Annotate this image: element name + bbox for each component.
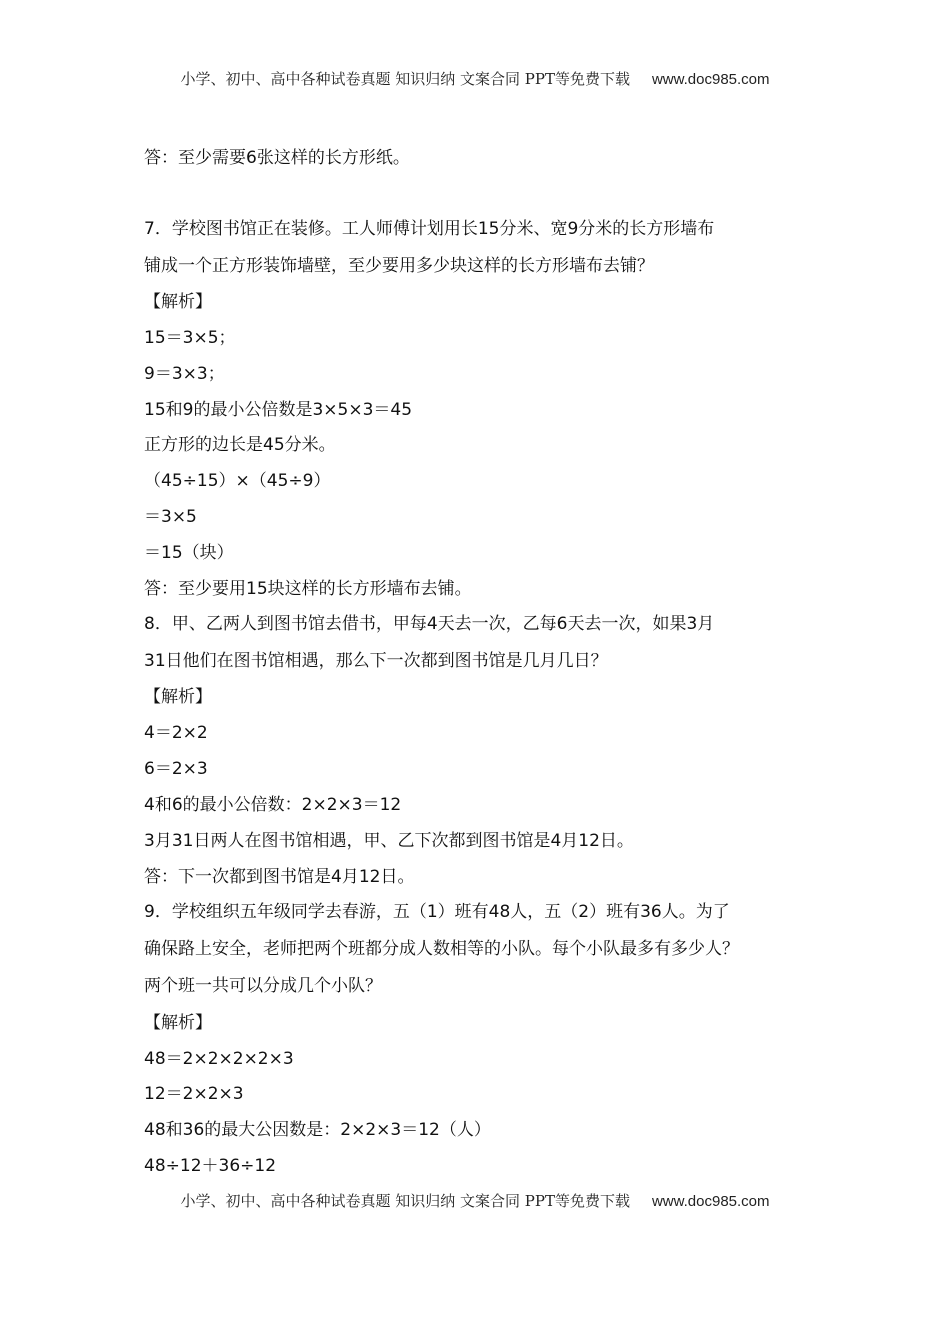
answer-line: 答：至少要用15块这样的长方形墙布去铺。: [144, 579, 472, 599]
solution-line: （45÷15）×（45÷9）: [144, 471, 331, 491]
question-9-line-3: 两个班一共可以分成几个小队？: [144, 976, 382, 996]
solution-line: 12＝2×2×3: [144, 1084, 244, 1104]
solution-line: 48÷12＋36÷12: [144, 1156, 277, 1176]
solution-line: 4＝2×2: [144, 723, 208, 743]
solution-line: 15＝3×5；: [144, 328, 236, 348]
solution-line: 48和36的最大公因数是：2×2×3＝12（人）: [144, 1120, 491, 1140]
solution-line: 9＝3×3；: [144, 364, 225, 384]
solution-line: 6＝2×3: [144, 759, 208, 779]
page-footer: [0, 1190, 950, 1211]
solution-line: ＝3×5: [144, 507, 197, 527]
analysis-heading: 【解析】: [144, 292, 212, 312]
solution-line: ＝15（块）: [144, 543, 234, 563]
answer-line: 答：下一次都到图书馆是4月12日。: [144, 867, 415, 887]
analysis-heading: 【解析】: [144, 1013, 212, 1033]
solution-line: 3月31日两人在图书馆相遇，甲、乙下次都到图书馆是4月12日。: [144, 831, 634, 851]
header-text: 小学、初中、高中各种试卷真题 知识归纳 文案合同 PPT等免费下载: [180, 70, 630, 88]
solution-line: 48＝2×2×2×2×3: [144, 1049, 294, 1069]
question-7-line-1: 7．学校图书馆正在装修。工人师傅计划用长15分米、宽9分米的长方形墙布: [144, 219, 715, 239]
page-header: [0, 68, 950, 89]
question-7-line-2: 铺成一个正方形装饰墙壁，至少要用多少块这样的长方形墙布去铺？: [144, 256, 654, 276]
header-site-link[interactable]: www.doc985.com: [651, 71, 770, 88]
solution-line: 15和9的最小公倍数是3×5×3＝45: [144, 400, 413, 420]
question-9-line-2: 确保路上安全，老师把两个班都分成人数相等的小队。每个小队最多有多少人？: [144, 939, 739, 959]
solution-line: 正方形的边长是45分米。: [144, 435, 336, 455]
question-8-line-1: 8．甲、乙两人到图书馆去借书，甲每4天去一次，乙每6天去一次，如果3月: [144, 614, 715, 634]
question-9-line-1: 9．学校组织五年级同学去春游，五（1）班有48人，五（2）班有36人。为了: [144, 902, 730, 922]
footer-site-link[interactable]: www.doc985.com: [651, 1193, 770, 1210]
analysis-heading: 【解析】: [144, 687, 212, 707]
answer-line: 答：至少需要6张这样的长方形纸。: [144, 148, 410, 168]
footer-text: 小学、初中、高中各种试卷真题 知识归纳 文案合同 PPT等免费下载: [180, 1192, 630, 1210]
question-8-line-2: 31日他们在图书馆相遇，那么下一次都到图书馆是几月几日？: [144, 651, 608, 671]
solution-line: 4和6的最小公倍数：2×2×3＝12: [144, 795, 402, 815]
